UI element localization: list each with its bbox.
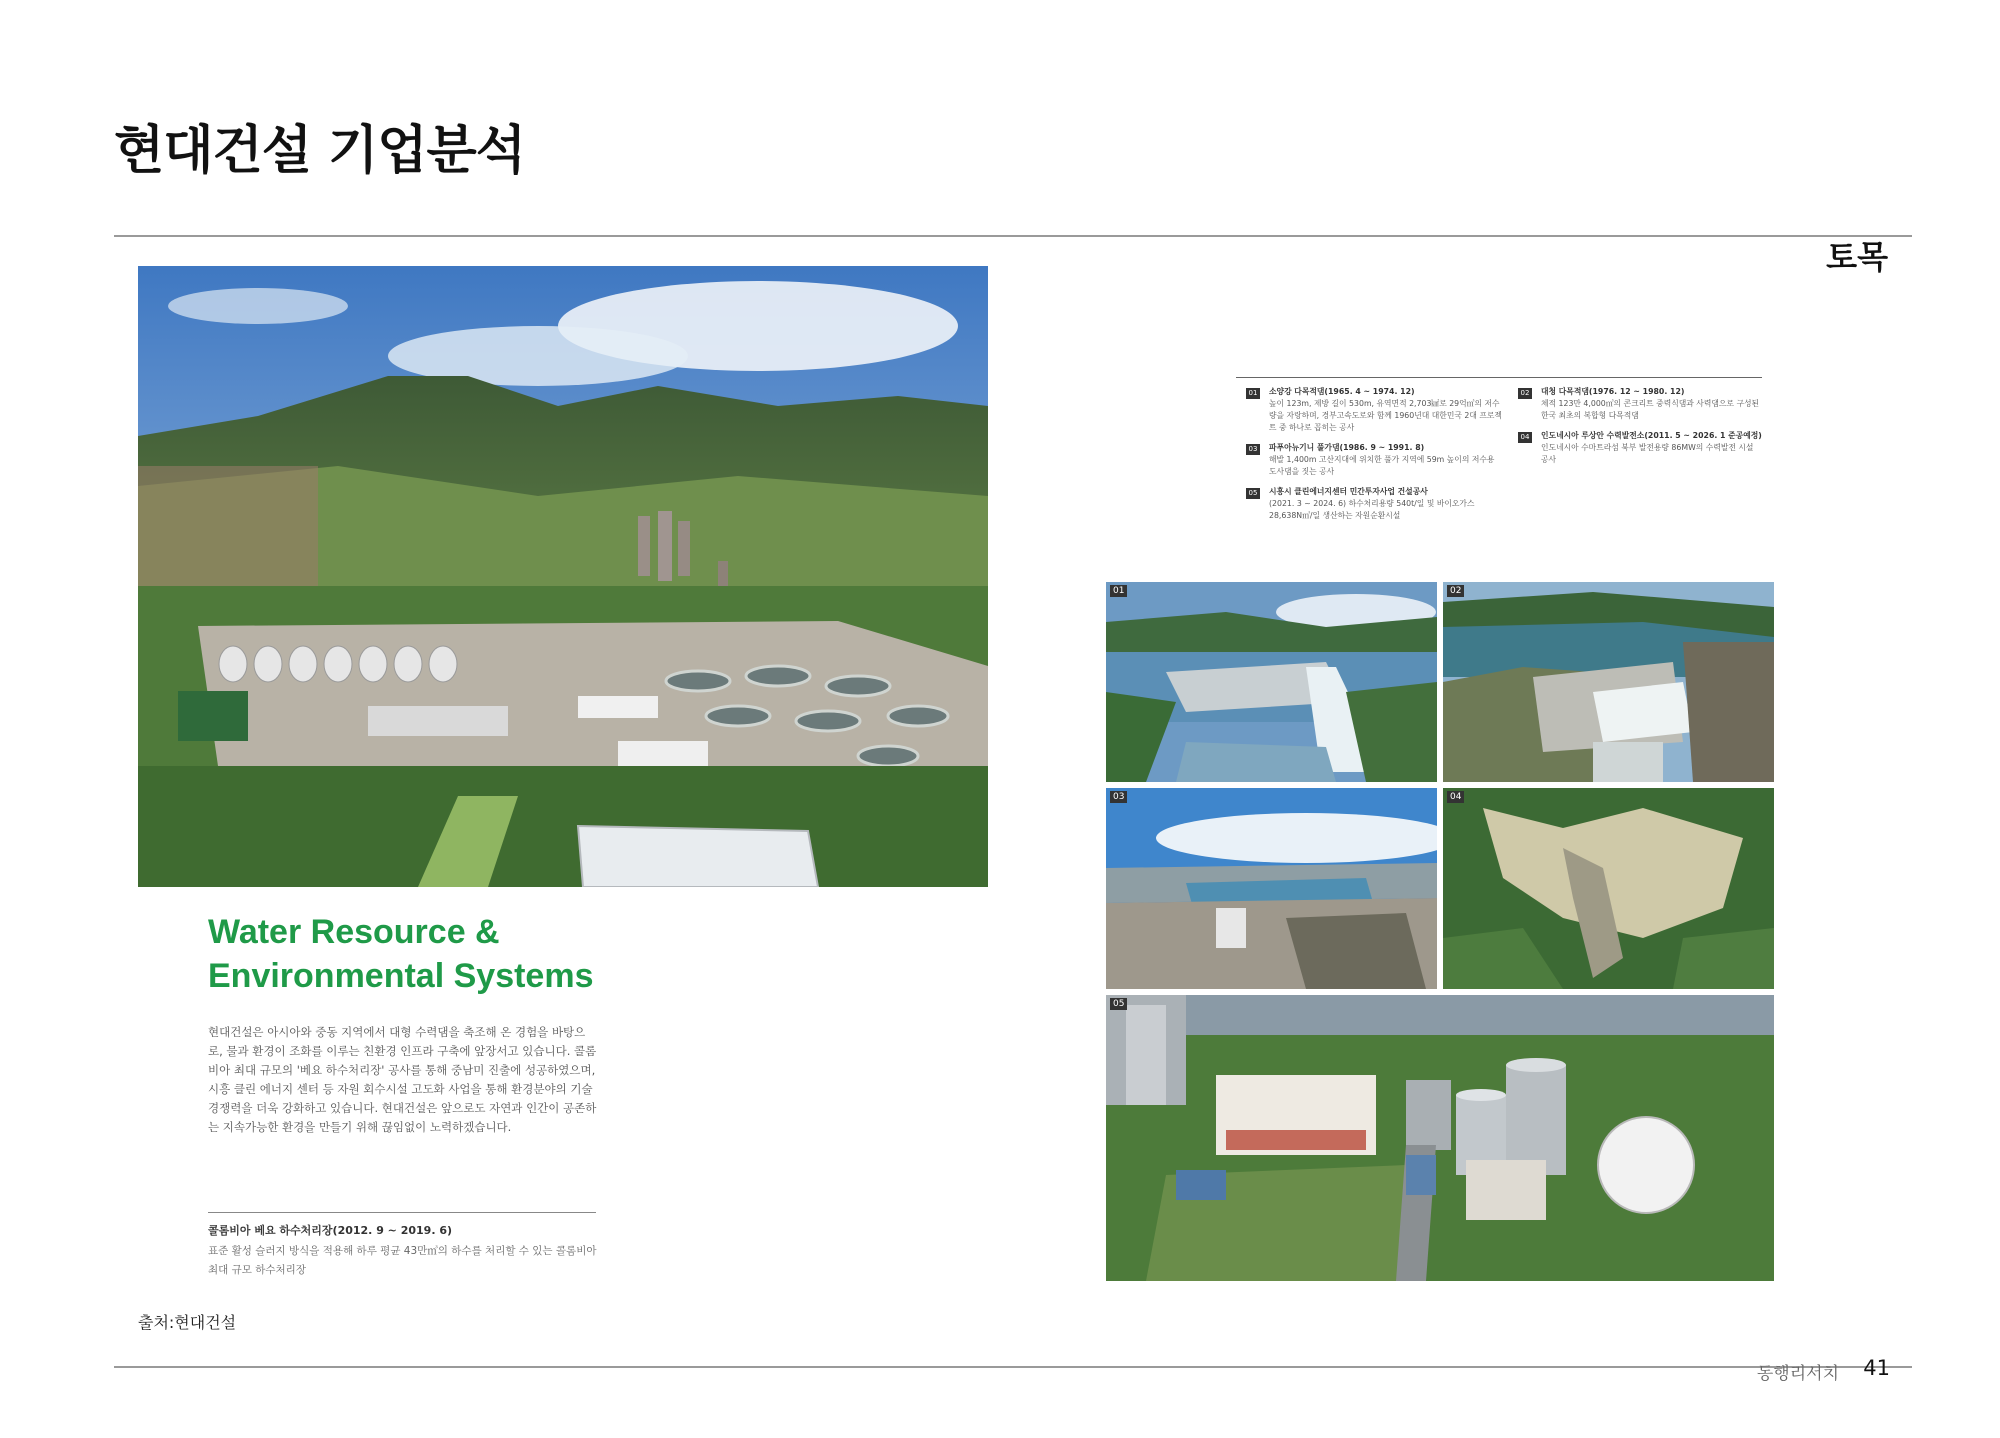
photo-number: 04 — [1447, 791, 1464, 803]
dam-photo-01 — [1106, 582, 1437, 782]
item-title: 소양강 다목적댐(1965. 4 ~ 1974. 12) — [1269, 387, 1415, 396]
list-item — [1518, 386, 1762, 422]
list-item — [1246, 442, 1504, 478]
photo-number: 03 — [1110, 791, 1127, 803]
item-desc: 높이 123m, 제방 길이 530m, 유역면적 2,703㎢로 29억㎥의 저수량을 자랑하며, 경부고속도로와 함께 1960년대 대한민국 2대 프로젝트 중 하나로 꼽히는 공사 — [1269, 399, 1502, 432]
page-number: 41 — [1863, 1356, 1890, 1380]
heading-line-1: Water Resource & — [208, 913, 500, 951]
item-desc: 체적 123만 4,000㎥의 콘크리트 중력식댐과 사력댐으로 구성된 한국 최초의 복합형 다목적댐 — [1541, 399, 1760, 420]
brochure-heading — [208, 910, 593, 998]
list-item — [1246, 486, 1504, 522]
source-note: 출처:현대건설 — [138, 1313, 237, 1332]
photo-number: 05 — [1110, 998, 1127, 1010]
footer-brand: 동행리서치 — [1756, 1364, 1839, 1384]
item-title: 시흥시 클린에너지센터 민간투자사업 건설공사 — [1269, 487, 1428, 496]
heading-line-2: Environmental Systems — [208, 957, 594, 995]
project-list-right — [1518, 386, 1762, 474]
item-number-badge: 05 — [1246, 488, 1260, 499]
item-number-badge: 03 — [1246, 444, 1260, 455]
list-item — [1518, 430, 1762, 466]
dam-photo-04 — [1443, 788, 1774, 989]
item-desc: 해발 1,400m 고산지대에 위치한 풀가 지역에 59m 높이의 저수용 도사댐을 짓는 공사 — [1269, 455, 1495, 476]
dam-photo-02 — [1443, 582, 1774, 782]
project-list-left — [1246, 386, 1504, 530]
item-title: 인도네시아 루상안 수력발전소(2011. 5 ~ 2026. 1 준공예정) — [1541, 431, 1762, 440]
main-plant-photo — [138, 266, 988, 887]
brochure-body: 현대건설은 아시아와 중동 지역에서 대형 수력댐을 축조해 온 경험을 바탕으로, 물과 환경이 조화를 이루는 친환경 인프라 구축에 앞장서고 있습니다. 콜롬비아 최대 규모의 '베요 하수처리장' 공사를 통해 중남미 진출에 성공하였으며, 시흥 클린 에너지 센터 등 자원 회수시설 고도화 사업을 통해 환경분야의 기술 경쟁력을 더욱 강화하고 있습니다. 현대건설은 앞으로도 자연과 인간이 공존하는 지속가능한 환경을 만들기 위해 끊임없이 노력하겠습니다. — [208, 1025, 597, 1134]
photo-number: 01 — [1110, 585, 1127, 597]
top-divider — [114, 235, 1912, 237]
photo-number: 02 — [1447, 585, 1464, 597]
caption-title: 콜롬비아 베요 하수처리장(2012. 9 ~ 2019. 6) — [208, 1224, 453, 1237]
caption-body: 표준 활성 슬러지 방식을 적용해 하루 평균 43만㎥의 하수를 처리할 수 있는 콜롬비아 최대 규모 하수처리장 — [208, 1245, 597, 1276]
item-desc: 인도네시아 수마트라섬 북부 발전용량 86MW의 수력발전 시설 공사 — [1541, 443, 1754, 464]
list-divider — [1236, 377, 1762, 378]
section-label: 토목 — [1826, 238, 1888, 276]
item-title: 대청 다목적댐(1976. 12 ~ 1980. 12) — [1541, 387, 1685, 396]
plant-photo-05 — [1106, 995, 1774, 1281]
list-item — [1246, 386, 1504, 434]
caption-divider — [208, 1212, 596, 1213]
item-title: 파푸아뉴기니 풀가댐(1986. 9 ~ 1991. 8) — [1269, 443, 1425, 452]
item-desc: (2021. 3 ~ 2024. 6) 하수처리용량 540t/일 및 바이오가스 28,638N㎥/일 생산하는 자원순환시설 — [1269, 499, 1475, 520]
bottom-divider — [114, 1366, 1912, 1368]
dam-photo-03 — [1106, 788, 1437, 989]
item-number-badge: 02 — [1518, 388, 1532, 399]
item-number-badge: 04 — [1518, 432, 1532, 443]
item-number-badge: 01 — [1246, 388, 1260, 399]
page-title: 현대건설 기업분석 — [114, 121, 525, 181]
